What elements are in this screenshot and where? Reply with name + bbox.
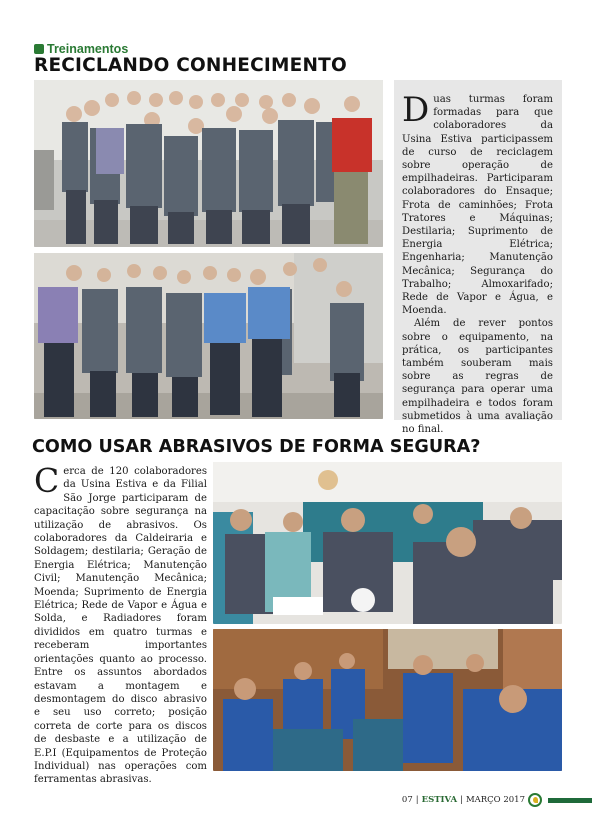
section-tag xyxy=(34,42,128,56)
article2-body xyxy=(34,461,207,787)
logo-icon xyxy=(528,793,542,807)
article-sidebox xyxy=(394,80,562,436)
section-label: Treinamentos xyxy=(47,42,129,56)
page-number: 07 xyxy=(401,795,413,805)
auditorium-photo xyxy=(213,462,562,624)
footer-bar xyxy=(548,798,592,803)
page-footer: 07 | ESTIVA | MARÇO 2017 xyxy=(402,793,592,807)
article-title-2: COMO USAR ABRASIVOS DE FORMA SEGURA? xyxy=(32,437,481,457)
article-paragraph-2: Além de rever pontos sobre o equipamento, na prática, os participantes também souberam mais sobre as regras de segurança para operar uma empilhadeira e todos foram submetidos à uma avaliação no final. xyxy=(402,318,553,436)
classroom-photo xyxy=(213,629,562,771)
issue-date: MARÇO 2017 xyxy=(465,795,525,805)
magazine-name: ESTIVA xyxy=(421,795,458,805)
leaf-icon xyxy=(34,44,44,54)
dropcap-2: C xyxy=(34,461,60,500)
dropcap: D xyxy=(402,90,430,130)
article-paragraph-1: Duas turmas foram formadas para que colaboradores da Usina Estiva participassem de curso de reciclagem sobre operação de empilhadeiras. Participaram colaboradores do Ensaque; Frota de caminhões; Frota Tratores e Máquinas; Destilaria; Suprimento de Energia Elétrica; Engenharia; Manutenção Mecânica; Segurança do Trabalho; Almoxarifado; Rede de Vapor e Água, e Moenda. xyxy=(402,90,553,317)
article2-paragraph: Cerca de 120 colaboradores da Usina Estiva e da Filial São Jorge participaram de capacitação sobre segurança na utilização de abrasivos. Os colaboradores da Caldeiraria e Soldagem; destilaria; Geração de Energia Elétrica; Manutenção Civil; Manutenção Mecânica; Moenda; Suprimento de Energia Elétrica; Rede de Vapor e Água e Solda, e Radiadores foram divididos em quatro turmas e receberam importantes orientações quanto ao processo. Entre os assuntos abordados estavam a montagem e desmontagem do disco abrasivo e seu uso correto; posição correta de corte para os discos de desbaste e a utilização de E.P.I (Equipamentos de Proteção Individual) nas operações com ferramentas abrasivas. xyxy=(34,461,207,786)
group-photo-1 xyxy=(34,80,383,247)
article-title: RECICLANDO CONHECIMENTO xyxy=(34,55,347,76)
group-photo-2 xyxy=(34,253,383,419)
